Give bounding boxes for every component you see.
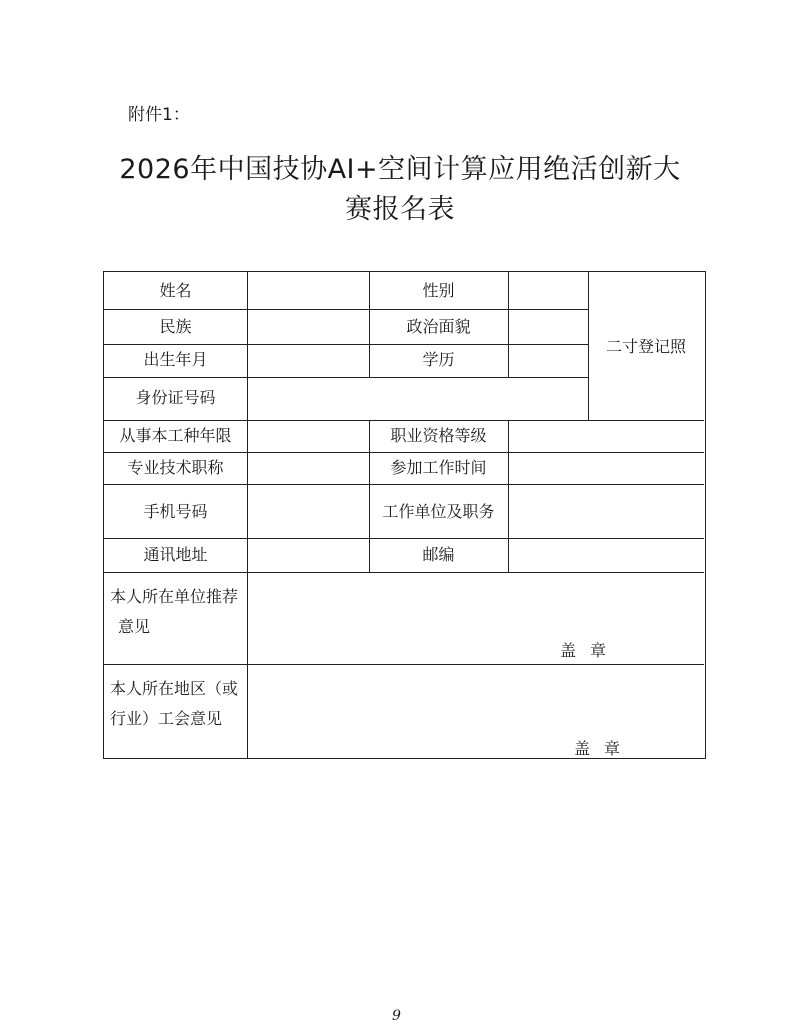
- label-name: 姓名: [159, 281, 192, 300]
- label-postcode: 邮编: [422, 545, 455, 564]
- label-birth-date: 出生年月: [143, 350, 208, 369]
- label-id-number: 身份证号码: [135, 388, 216, 407]
- unit-opinion-line-1: 本人所在单位推荐: [110, 587, 239, 606]
- label-work-years: 从事本工种年限: [119, 426, 232, 445]
- label-political-status: 政治面貌: [406, 317, 471, 336]
- label-gender: 性别: [422, 281, 455, 300]
- union-opinion-line-2: 行业）工会意见: [110, 709, 223, 728]
- label-qualification-level: 职业资格等级: [390, 426, 487, 445]
- page-number: 9: [392, 1008, 401, 1024]
- title-line-2: 赛报名表: [345, 194, 455, 225]
- label-address: 通讯地址: [143, 545, 208, 564]
- title-line-1: 2026年中国技协AI+空间计算应用绝活创新大: [119, 154, 681, 185]
- label-ethnicity: 民族: [159, 317, 192, 336]
- label-education: 学历: [422, 350, 455, 369]
- page-title: [80, 150, 720, 230]
- union-opinion-line-1: 本人所在地区（或: [110, 679, 239, 698]
- label-phone: 手机号码: [143, 502, 208, 521]
- label-union-opinion: [110, 674, 246, 734]
- union-seal-label: 盖章: [574, 739, 635, 758]
- label-photo: 二寸登记照: [605, 337, 686, 356]
- label-employer-position: 工作单位及职务: [382, 502, 495, 521]
- label-professional-title: 专业技术职称: [127, 458, 224, 477]
- attachment-label: 附件1：: [128, 105, 190, 125]
- label-work-start-time: 参加工作时间: [390, 458, 487, 477]
- unit-seal-label: 盖章: [560, 641, 621, 660]
- label-unit-opinion: [110, 582, 246, 642]
- registration-form-table: [103, 271, 706, 759]
- unit-opinion-line-2: 意见: [118, 617, 151, 636]
